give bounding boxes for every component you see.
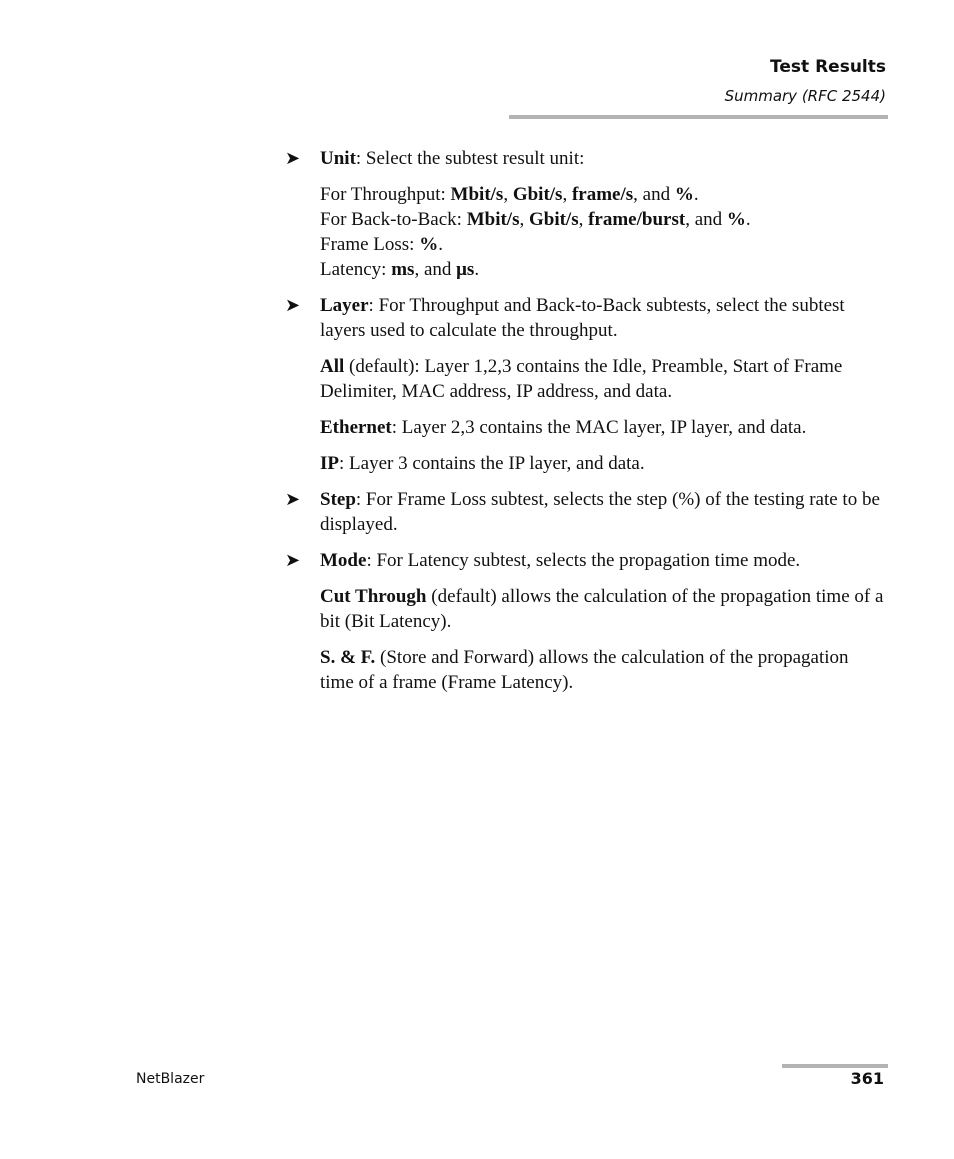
term-unit: Unit <box>320 148 356 169</box>
layer-ethernet-paragraph: Ethernet: Layer 2,3 contains the MAC layer, IP layer, and data. <box>320 417 807 438</box>
arrow-bullet-icon: ➤ <box>285 550 301 571</box>
unit-back-to-back-line: For Back-to-Back: Mbit/s, Gbit/s, frame/burst, and %. <box>320 209 751 230</box>
bullet-unit <box>284 146 884 171</box>
mode-description: : For Latency subtest, selects the propagation time mode. <box>366 550 801 571</box>
layer-all-paragraph: All (default): Layer 1,2,3 contains the Idle, Preamble, Start of Frame Delimiter, MAC address, IP address, and data. <box>320 356 843 402</box>
chapter-title: Test Results <box>770 57 886 77</box>
unit-throughput-line: For Throughput: Mbit/s, Gbit/s, frame/s, and %. <box>320 184 699 205</box>
arrow-bullet-icon: ➤ <box>285 148 301 169</box>
mode-sf-paragraph: S. & F. (Store and Forward) allows the calculation of the propagation time of a frame (Frame Latency). <box>320 647 849 693</box>
product-name: NetBlazer <box>136 1071 205 1087</box>
page-body <box>284 146 884 695</box>
footer-divider <box>782 1064 888 1068</box>
term-layer: Layer <box>320 295 369 316</box>
arrow-bullet-icon: ➤ <box>285 489 301 510</box>
unit-frame-loss-line: Frame Loss: %. <box>320 234 443 255</box>
bullet-mode <box>284 548 884 573</box>
step-description: : For Frame Loss subtest, selects the step (%) of the testing rate to be displayed. <box>320 489 880 535</box>
arrow-bullet-icon: ➤ <box>285 295 301 316</box>
layer-description: : For Throughput and Back-to-Back subtests, select the subtest layers used to calculate the throughput. <box>320 295 845 341</box>
header-divider <box>509 115 888 119</box>
mode-cut-through-paragraph: Cut Through (default) allows the calculation of the propagation time of a bit (Bit Latency). <box>320 586 884 632</box>
unit-list <box>284 182 884 282</box>
section-title: Summary (RFC 2544) <box>724 87 886 105</box>
bullet-layer <box>284 293 884 343</box>
term-mode: Mode <box>320 550 367 571</box>
bullet-step <box>284 487 884 537</box>
layer-ip-paragraph: IP: Layer 3 contains the IP layer, and data. <box>320 453 645 474</box>
term-step: Step <box>320 489 356 510</box>
page-number: 361 <box>850 1069 884 1088</box>
unit-latency-line: Latency: ms, and μs. <box>320 259 480 280</box>
unit-description: : Select the subtest result unit: <box>355 148 585 169</box>
